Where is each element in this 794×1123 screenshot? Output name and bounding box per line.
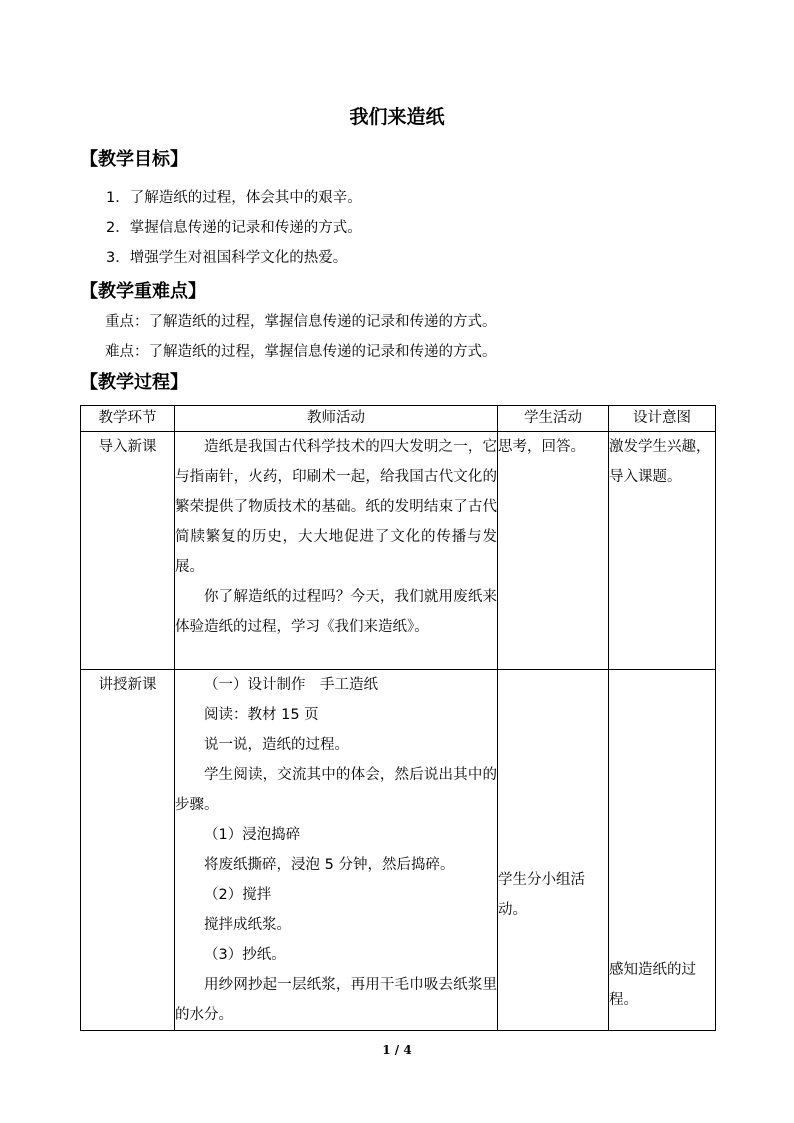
column-header-intent: 设计意图 [609,406,716,432]
design-intent: 感知造纸的过程。 [609,962,696,1008]
teacher-activity-cell [175,432,498,670]
stage-label: 讲授新课 [98,677,157,693]
document-title: 我们来造纸 [349,106,445,128]
teacher-paragraph: （一）设计制作 手工造纸 [204,677,378,693]
teacher-paragraph: 你了解造纸的过程吗？今天，我们就用废纸来体验造纸的过程，学习《我们来造纸》。 [175,589,497,635]
teaching-process-table [80,405,716,1031]
teacher-paragraph: 用纱网抄起一层纸浆，再用干毛巾吸去纸浆里的水分。 [175,977,497,1023]
table-row [81,432,716,670]
goal-item: 3．增强学生对祖国科学文化的热爱。 [106,250,348,266]
teacher-activity-cell [175,670,498,1031]
teacher-paragraph: 搅拌成纸浆。 [204,917,291,933]
design-intent-cell [609,432,716,670]
teacher-paragraph: 造纸是我国古代科学技术的四大发明之一，它与指南针，火药，印刷术一起，给我国古代文化的繁荣提供了物质技术的基础。纸的发明结束了古代简牍繁复的历史，大大地促进了文化的传播与发展。 [175,439,497,575]
teaching-goals-heading: 【教学目标】 [80,149,188,170]
column-header-stage: 教学环节 [81,406,175,432]
table-header-row [81,406,716,432]
student-activity: 思考，回答。 [498,439,585,455]
stage-label: 导入新课 [98,439,157,455]
teacher-paragraph: （3）抄纸。 [204,947,286,963]
table-row [81,670,716,1031]
teacher-paragraph: 将废纸撕碎，浸泡 5 分钟，然后捣碎。 [204,857,455,873]
student-activity: 学生分小组活动。 [498,872,585,918]
teacher-paragraph: 学生阅读，交流其中的体会，然后说出其中的步骤。 [175,767,497,813]
key-points-heading: 【教学重难点】 [80,281,206,302]
teacher-paragraph: 说一说，造纸的过程。 [204,737,349,753]
page-number: 1 / 4 [382,1043,412,1057]
student-activity-cell [498,670,609,1031]
column-header-teacher: 教师活动 [175,406,498,432]
goal-item: 1．了解造纸的过程，体会其中的艰辛。 [106,190,362,206]
design-intent: 激发学生兴趣，导入课题。 [609,439,711,485]
process-heading: 【教学过程】 [80,372,188,393]
goal-item: 2．掌握信息传递的记录和传递的方式。 [106,220,362,236]
column-header-student: 学生活动 [498,406,609,432]
teacher-paragraph: （2）搅拌 [204,887,272,903]
difficulty-point: 难点：了解造纸的过程，掌握信息传递的记录和传递的方式。 [105,344,497,360]
student-activity-cell [498,432,609,670]
teacher-paragraph: 阅读：教材 15 页 [204,707,319,723]
focus-point: 重点：了解造纸的过程，掌握信息传递的记录和传递的方式。 [105,314,497,330]
design-intent-cell [609,670,716,1031]
stage-cell [81,670,175,1031]
stage-cell [81,432,175,670]
teacher-paragraph: （1）浸泡捣碎 [204,827,301,843]
